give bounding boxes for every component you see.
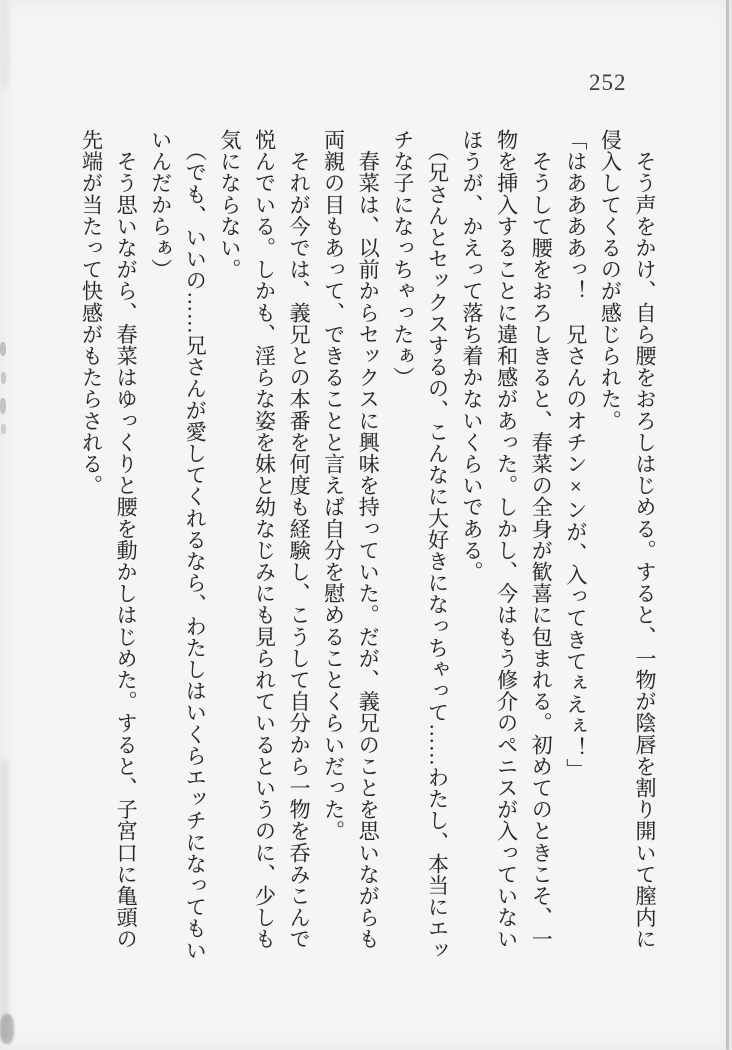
scan-artifact	[1, 372, 6, 384]
scan-artifact	[0, 0, 10, 90]
text-column: 「はああああっ！ 兄さんのオチン×ンが、入ってきてぇえぇ！」	[563, 129, 588, 780]
scan-artifact	[1, 424, 6, 434]
text-column: 春菜は、以前からセックスに興味を持っていた。だが、義兄のことを思いながらも	[356, 129, 381, 950]
text-column: （兄さんとセックスするの、こんなに大好きになっちゃって……わたし、本当にエッ	[425, 129, 450, 961]
text-column: いんだからぁ）	[148, 129, 173, 281]
body-text	[74, 129, 662, 1014]
text-column: ほうが、かえって落ち着かないくらいである。	[460, 129, 485, 583]
page-number: 252	[589, 70, 627, 95]
text-column: 気にならない。	[217, 129, 242, 281]
text-column: それが今では、義兄との本番を何度も経験し、こうして自分から一物を呑みこんで	[287, 129, 312, 950]
text-column: 侵入してくるのが感じられた。	[598, 129, 623, 432]
text-column: そうして腰をおろしきると、春菜の全身が歓喜に包まれる。初めてのときこそ、一	[529, 129, 554, 950]
scan-artifact	[0, 1014, 14, 1044]
scan-artifact	[0, 342, 6, 356]
scan-artifact	[0, 760, 9, 1040]
text-column: 悦んでいる。しかも、淫らな姿を妹と幼なじみにも見られているというのに、少しも	[252, 129, 277, 950]
text-column: 両親の目もあって、できることと言えば自分を慰めることくらいだった。	[321, 129, 346, 842]
page-edge-line	[726, 0, 729, 1050]
scan-artifact	[0, 398, 6, 414]
text-column: （でも、いいの……兄さんが愛してくれるなら、わたしはいくらエッチになってもい	[183, 129, 208, 961]
text-column: 物を挿入することに違和感があった。しかし、今はもう修介のペニスが入っていない	[494, 129, 519, 950]
text-column: 先端が当たって快感がもたらされる。	[79, 129, 104, 497]
text-column: そう声をかけ、自ら腰をおろしはじめる。すると、一物が陰唇を割り開いて膣内に	[633, 129, 657, 950]
text-column: そう思いながら、春菜はゆっくりと腰を動かしはじめた。すると、子宮口に亀頭の	[114, 129, 139, 950]
text-column: チな子になっちゃったぁ）	[390, 129, 415, 389]
